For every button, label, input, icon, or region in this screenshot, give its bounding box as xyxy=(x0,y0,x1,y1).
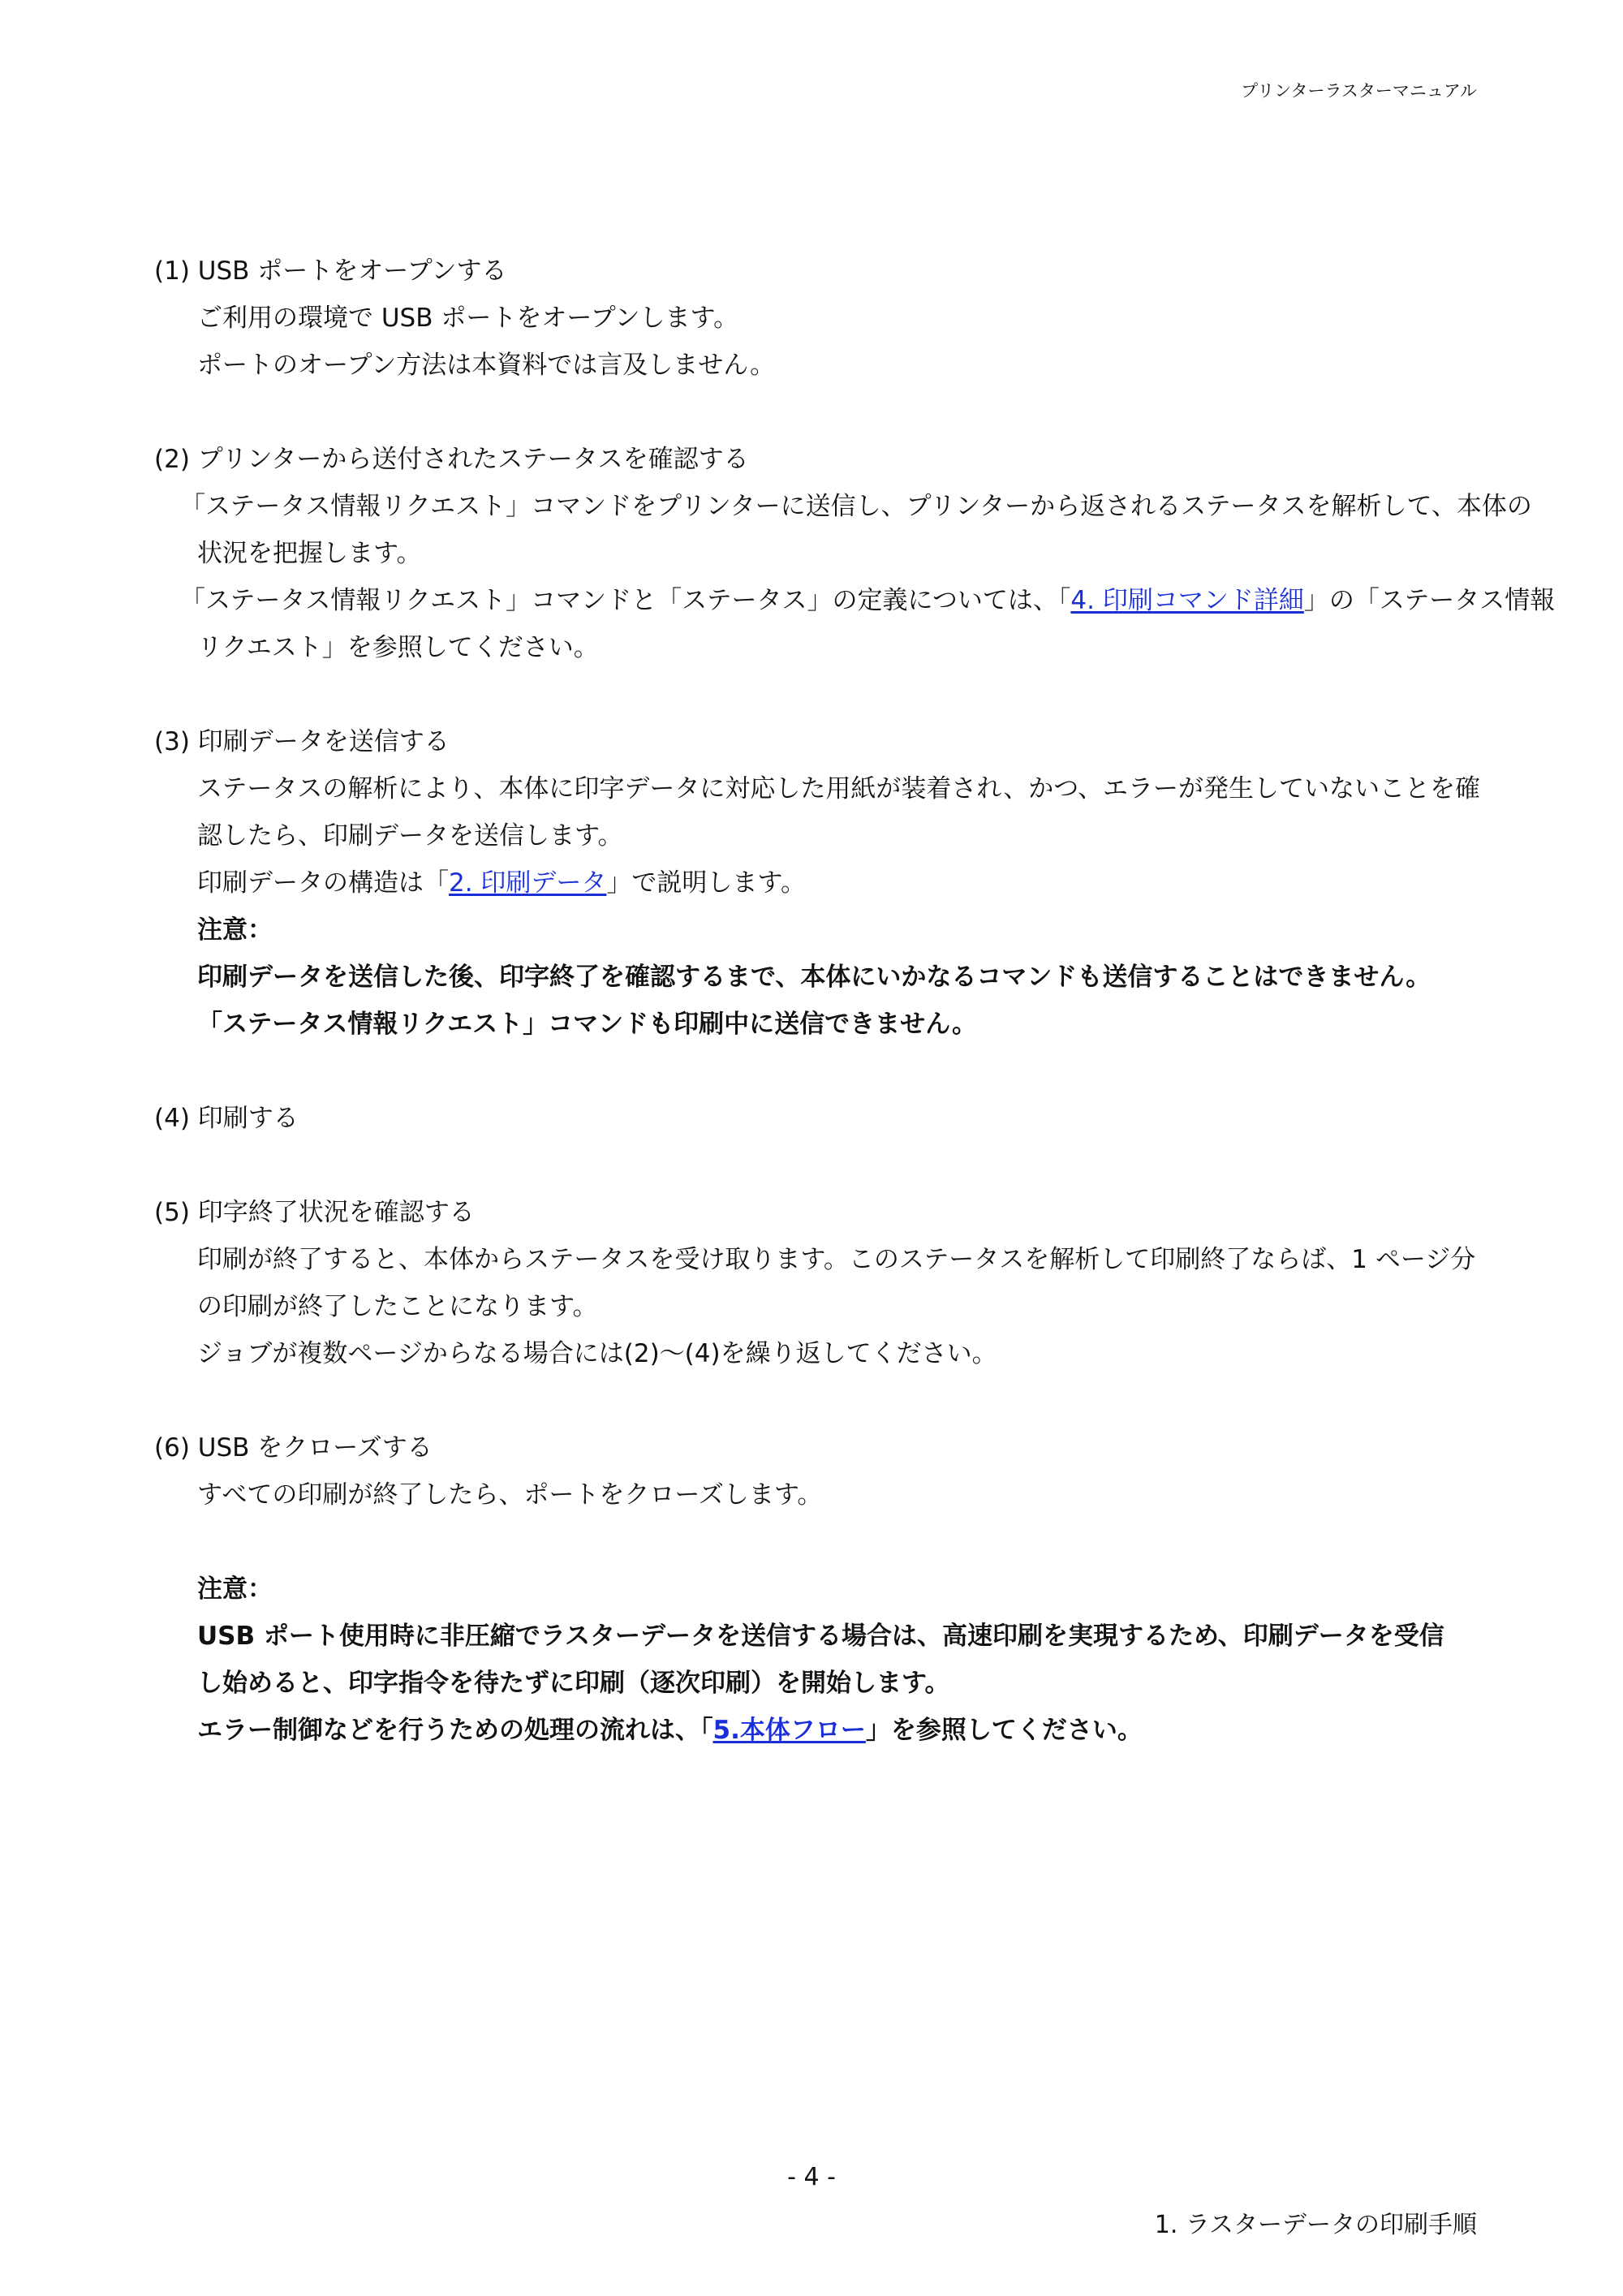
section-title: (3) 印刷データを送信する xyxy=(154,727,450,756)
note-text: し始めると、印字指令を待たずに印刷（逐次印刷）を開始します。 xyxy=(197,1669,950,1698)
section-title: (5) 印字終了状況を確認する xyxy=(154,1198,475,1227)
note-text xyxy=(154,1707,1485,1754)
note-text: USB ポート使用時に非圧縮でラスターデータを送信する場合は、高速印刷を実現するため、印刷データを受信 xyxy=(197,1622,1444,1651)
paragraph-line xyxy=(154,859,1485,907)
note-label: 注意： xyxy=(197,1574,273,1604)
link-print-command-details[interactable]: 4. 印刷コマンド詳細 xyxy=(1070,586,1304,615)
text-run: エラー制御などを行うための処理の流れは、「 xyxy=(197,1716,713,1745)
paragraph-line: ご利用の環境で USB ポートをオープンします。 xyxy=(197,304,739,333)
paragraph-line: ポートのオープン方法は本資料では言及しません。 xyxy=(197,351,776,380)
paragraph-line: の印刷が終了したことになります。 xyxy=(197,1292,598,1321)
paragraph-line: 認したら、印刷データを送信します。 xyxy=(197,821,623,851)
paragraph-line: ステータスの解析により、本体に印字データに対応した用紙が装着され、かつ、エラーが発生していないことを確 xyxy=(197,774,1480,803)
section-close-usb xyxy=(154,1424,1485,1754)
spacer xyxy=(154,1518,1485,1566)
text-run: 」の「ステータス情報 xyxy=(1303,586,1556,615)
footer-chapter-title: 1. ラスターデータの印刷手順 xyxy=(1154,2211,1477,2239)
section-open-usb xyxy=(154,248,1485,389)
note-text: 「ステータス情報リクエスト」コマンドも印刷中に送信できません。 xyxy=(197,1010,977,1039)
text-run: 「ステータス情報リクエスト」コマンドと「ステータス」の定義については、「 xyxy=(180,586,1071,615)
note-text: 印刷データを送信した後、印字終了を確認するまで、本体にいかなるコマンドも送信することはできません。 xyxy=(197,963,1431,992)
document-body xyxy=(154,248,1556,1801)
section-send-data xyxy=(154,718,1485,1048)
text-run: 」を参照してください。 xyxy=(865,1716,1143,1745)
link-print-data[interactable]: 2. 印刷データ xyxy=(449,868,607,898)
section-title: (4) 印刷する xyxy=(154,1104,299,1133)
paragraph-line xyxy=(154,577,1556,624)
paragraph-line: 状況を把握します。 xyxy=(197,539,422,568)
running-header: プリンターラスターマニュアル xyxy=(1241,81,1477,101)
section-check-completion xyxy=(154,1189,1485,1377)
section-title: (1) USB ポートをオープンする xyxy=(154,256,507,286)
section-title: (2) プリンターから送付されたステータスを確認する xyxy=(154,445,749,474)
section-check-status xyxy=(154,436,1556,671)
paragraph-line: 印刷が終了すると、本体からステータスを受け取ります。このステータスを解析して印刷終了ならば、1 ページ分 xyxy=(197,1245,1476,1274)
page-number: - 4 - xyxy=(787,2163,836,2191)
link-device-flow[interactable]: 5.本体フロー xyxy=(712,1716,866,1745)
paragraph-line: 「ステータス情報リクエスト」コマンドをプリンターに送信し、プリンターから返されるステータスを解析して、本体の xyxy=(180,492,1532,521)
text-run: 印刷データの構造は「 xyxy=(197,868,449,898)
text-run: 」で説明します。 xyxy=(606,868,806,898)
section-print xyxy=(154,1095,1485,1142)
paragraph-line: ジョブが複数ページからなる場合には(2)～(4)を繰り返してください。 xyxy=(197,1339,997,1368)
paragraph-line: すべての印刷が終了したら、ポートをクローズします。 xyxy=(197,1480,823,1510)
note-label: 注意： xyxy=(197,915,273,945)
section-title: (6) USB をクローズする xyxy=(154,1433,433,1462)
paragraph-line: リクエスト」を参照してください。 xyxy=(197,633,599,662)
